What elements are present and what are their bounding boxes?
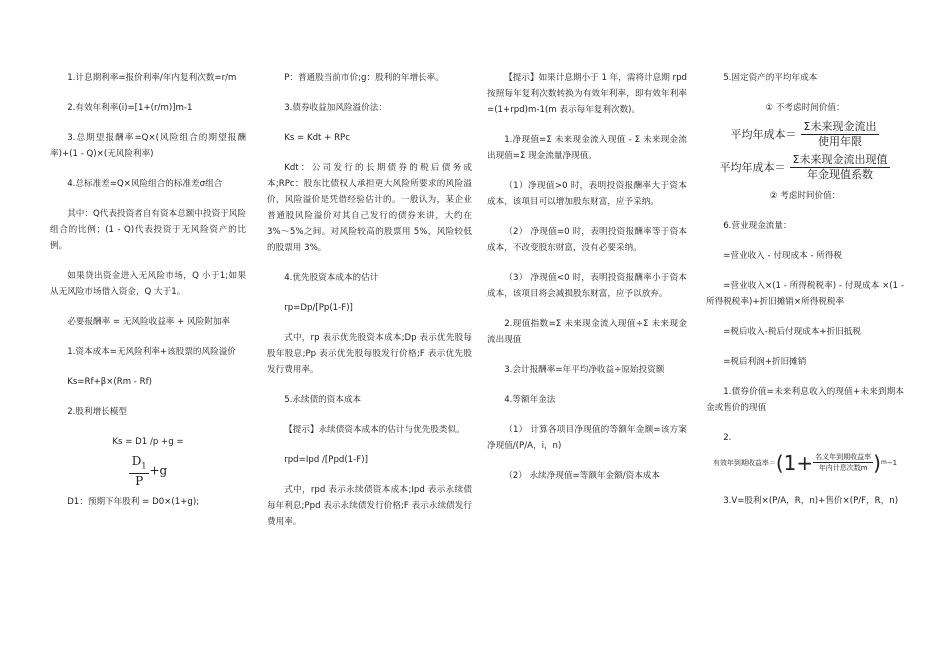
formula-rp: rp=Dp/[Pp(1-F)]: [284, 303, 353, 313]
paragraph-d1-definition: D1：预期下年股利 = D0×(1+g);: [67, 497, 200, 508]
formula-total-std-dev: 4.总标准差=Q×风险组合的标准差σ组合: [67, 179, 223, 189]
formula-capm: Ks=Rf+β×(Rm - Rf): [67, 377, 152, 387]
tip-perpetual-bond: 【提示】永续债资本成本的估计与优先股类似。: [284, 425, 465, 435]
paragraph-q-explanation: 其中：Q代表投资者自有资本总额中投资于风险组合的比例；(1 - Q)代表投资于无风险资产的比例。: [50, 209, 246, 251]
tip-period-conversion: 【提示】如果计息期小于 1 年，需将计息期 rpd 按照每年复利次数转换为有效年利率，即有效年利率=(1+rpd)m-1(m 表示每年复利次数)。: [487, 73, 687, 115]
label-no-time-value: ① 不考虑时间价值：: [765, 103, 845, 113]
formula-ocf-3: =税后收入-税后付现成本+折旧抵税: [723, 327, 862, 337]
column-2: [267, 70, 472, 544]
column-1: [50, 70, 246, 524]
formula-ocf-2: =营业收入×(1 - 所得税税率) - 付现成本 ×(1 - 所得税税率)+折旧摊销×所得税税率: [706, 281, 904, 307]
formula-ocf-4: =税后利润+折旧摊销: [723, 357, 807, 367]
heading-dividend-growth: 2.股利增长模型: [67, 407, 127, 417]
column-4: [706, 70, 904, 523]
paragraph-p-g-definition: P：普通股当前市价;g：股利的年增长率。: [284, 73, 444, 83]
paragraph-npv-zero: （2） 净现值=0 时，表明投资报酬率等于资本成本，不改变股东财富，没有必要采纳。: [487, 227, 687, 253]
formula-period-rate: 1.计息期利率=报价利率/年内复利次数=r/m: [67, 73, 237, 83]
formula-dividend-growth: Ks = D1 /p +g =: [112, 437, 184, 447]
column-3: [487, 70, 687, 498]
formula-2-label: 2.: [723, 433, 732, 443]
formula-effective-ytm: 有效年到期收益率＝ (1+ $\frac{\text{名义年到期收益率}}{\text{年内计息次数m}}$ ) m −1: [712, 450, 898, 475]
heading-perpetual-bond-cost: 5.永续债的资本成本: [284, 395, 362, 405]
formula-avg-cost-no-time-value: 平均年成本＝ $\frac{\text{Σ未来现金流出}}{\text{使用年限}}$: [706, 120, 904, 149]
formula-ocf-1: =营业收入 - 付现成本 - 所得税: [723, 251, 843, 261]
formula-ks-kdt: Ks = Kdt + RPc: [284, 133, 350, 143]
formula-cost-of-capital: 1.资本成本=无风险利率+该股票的风险溢价: [67, 347, 236, 357]
formula-avg-cost-time-value: 平均年成本＝ $\frac{\text{Σ未来现金流出现值}}{\text{年金现值系数}}$: [706, 153, 904, 182]
paragraph-equivalent-annuity-2: （2） 永续净现值=等额年金额/资本成本: [504, 471, 660, 481]
paragraph-npv-positive: （1）净现值>0 时，表明投资报酬率大于资本成本，该项目可以增加股东财富，应予采纳。: [487, 181, 687, 207]
paragraph-equivalent-annuity-1: （1） 计算各项目净现值的等额年金额=该方案净现值/(P/A，i，n): [487, 425, 687, 451]
heading-preferred-stock-cost: 4.优先股资本成本的估计: [284, 273, 379, 283]
label-with-time-value: ② 考虑时间价值：: [769, 191, 841, 201]
formula-bond-value: 1.债券价值=未来利息收入的现值+未来到期本金或售价的现值: [706, 387, 904, 413]
formula-total-expected-return: 3.总期望报酬率=Q×(风险组合的期望报酬率)+(1 - Q)×(无风险利率): [50, 133, 246, 159]
paragraph-npv-negative: （3） 净现值<0 时，表明投资报酬率小于资本成本，该项目将会减损股东财富，应予以放弃。: [487, 273, 687, 299]
formula-pi: 2.现值指数=Σ 未来现金流入现值÷Σ 未来现金流出现值: [487, 319, 687, 345]
formula-arr: 3.会计报酬率=年平均净收益÷原始投资额: [504, 365, 665, 375]
formula-stock-value: 3.V=股利×(P/A，R，n)+售价×(P/F，R，n): [723, 496, 899, 506]
formula-effective-annual-rate: 2.有效年利率(i)=[1+(r/m)]m-1: [67, 103, 193, 113]
paragraph-kdt-explanation: Kdt：公司发行的长期债券的税后债务成本;RPc：股东比债权人承担更大风险所要求的风险溢价，风险溢价是凭借经验估计的。一般认为，某企业普通股风险溢价对其自己发行的债券来讲，大约在 3%～5%之间。对风险较高的股票用 5%，风险较低的股票用 3%。: [267, 163, 472, 253]
paragraph-rp-explanation: 式中，rp 表示优先股资本成本;Dp 表示优先股每股年股息;Pp 表示优先股每股发行价格;F 表示优先股发行费用率。: [267, 333, 472, 375]
formula-npv: 1.净现值=Σ 未来现金流入现值 - Σ 未来现金流出现值=Σ 现金流量净现值。: [487, 135, 687, 161]
formula-required-return: 必要报酬率 = 无风险收益率 + 风险附加率: [67, 317, 231, 327]
heading-average-annual-cost: 5.固定资产的平均年成本: [723, 73, 818, 83]
heading-bond-yield-plus-risk: 3.债券收益加风险溢价法：: [284, 103, 387, 113]
paragraph-lending-borrowing: 如果贷出资金进入无风险市场，Q 小于1;如果从无风险市场借入资金，Q 大于1。: [50, 271, 246, 297]
heading-equivalent-annuity: 4.等额年金法: [504, 395, 556, 405]
heading-operating-cash-flow: 6.营业现金流量：: [723, 221, 792, 231]
paragraph-rpd-explanation: 式中，rpd 表示永续债资本成本;Ipd 表示永续债每年利息;Ppd 表示永续债发行价格;F 表示永续债发行费用率。: [267, 485, 472, 527]
formula-fraction-d1-p: $\frac{D_1}{P}$ +g: [50, 454, 246, 488]
formula-rpd: rpd=Ipd /[Ppd(1-F)]: [284, 455, 368, 465]
